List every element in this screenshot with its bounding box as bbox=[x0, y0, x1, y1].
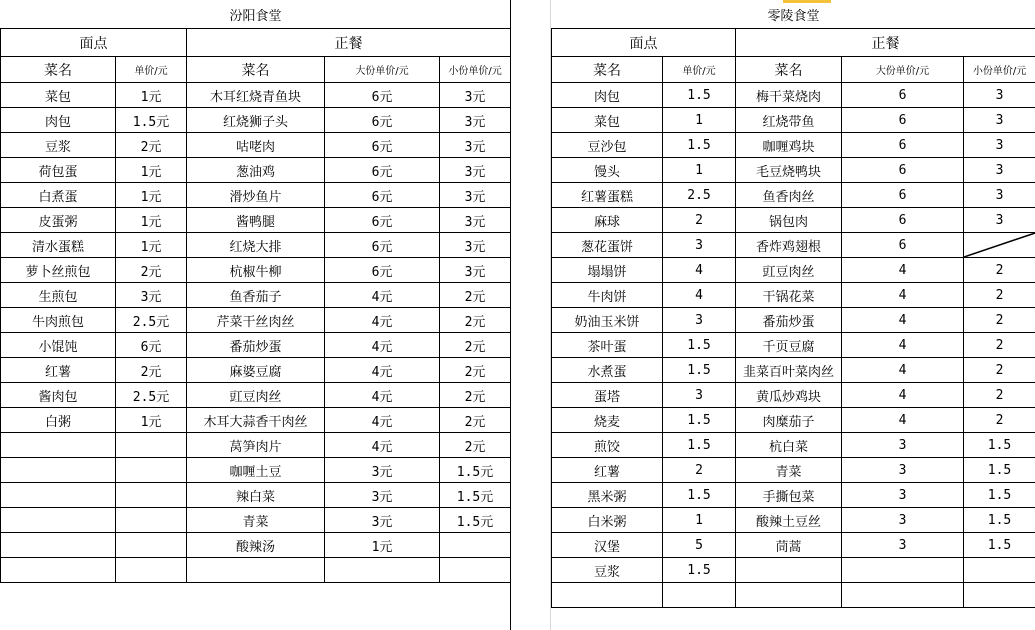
table-row bbox=[552, 458, 1035, 483]
pastry-name-cell bbox=[1, 558, 116, 583]
large-price-cell: 6元 bbox=[325, 133, 440, 158]
small-price-cell: 3 bbox=[964, 183, 1035, 208]
small-price-cell: 2 bbox=[964, 358, 1035, 383]
pastry-price-cell: 2.5元 bbox=[116, 383, 187, 408]
pastry-price-cell: 1.5 bbox=[663, 408, 736, 433]
pastry-price-cell: 1 bbox=[663, 108, 736, 133]
header-large-price: 大份单价/元 bbox=[325, 57, 440, 83]
dish-name-cell: 毛豆烧鸭块 bbox=[736, 158, 842, 183]
large-price-cell: 4 bbox=[842, 383, 964, 408]
small-price-cell: 2 bbox=[964, 258, 1035, 283]
table-row bbox=[1, 233, 511, 258]
table-row bbox=[552, 208, 1035, 233]
dish-name-cell: 滑炒鱼片 bbox=[187, 183, 325, 208]
small-price-cell: 1.5 bbox=[964, 508, 1035, 533]
large-price-cell: 3 bbox=[842, 533, 964, 558]
large-price-cell: 6 bbox=[842, 133, 964, 158]
pastry-name-cell: 菜包 bbox=[552, 108, 663, 133]
table-row bbox=[552, 558, 1035, 583]
dish-name-cell: 豇豆肉丝 bbox=[736, 258, 842, 283]
pastry-name-cell: 萝卜丝煎包 bbox=[1, 258, 116, 283]
dish-name-cell: 梅干菜烧肉 bbox=[736, 83, 842, 108]
table-row bbox=[552, 583, 1035, 608]
pastry-price-cell: 1元 bbox=[116, 233, 187, 258]
group-main-meal: 正餐 bbox=[736, 29, 1035, 57]
pastry-name-cell: 烧麦 bbox=[552, 408, 663, 433]
large-price-cell: 6元 bbox=[325, 233, 440, 258]
header-large-price: 大份单价/元 bbox=[842, 57, 964, 83]
table-row bbox=[1, 433, 511, 458]
dish-name-cell bbox=[187, 558, 325, 583]
header-dish-name: 菜名 bbox=[736, 57, 842, 83]
dish-name-cell: 黄瓜炒鸡块 bbox=[736, 383, 842, 408]
pastry-price-cell: 1元 bbox=[116, 208, 187, 233]
small-price-cell: 3 bbox=[964, 83, 1035, 108]
small-price-cell bbox=[964, 558, 1035, 583]
dish-name-cell: 芹菜干丝肉丝 bbox=[187, 308, 325, 333]
dish-name-cell: 咖喱土豆 bbox=[187, 458, 325, 483]
pastry-price-cell: 3 bbox=[663, 383, 736, 408]
pastry-name-cell: 茶叶蛋 bbox=[552, 333, 663, 358]
group-main-meal: 正餐 bbox=[187, 29, 511, 57]
pastry-name-cell: 肉包 bbox=[552, 83, 663, 108]
pastry-name-cell: 生煎包 bbox=[1, 283, 116, 308]
small-price-cell: 2 bbox=[964, 408, 1035, 433]
small-price-cell bbox=[440, 558, 511, 583]
canteen-title: 汾阳食堂 bbox=[1, 0, 511, 29]
large-price-cell: 6 bbox=[842, 233, 964, 258]
small-price-cell: 2元 bbox=[440, 383, 511, 408]
dish-name-cell: 杭椒牛柳 bbox=[187, 258, 325, 283]
dish-name-cell: 红烧带鱼 bbox=[736, 108, 842, 133]
table-row bbox=[552, 308, 1035, 333]
table-row bbox=[1, 108, 511, 133]
pastry-price-cell: 1元 bbox=[116, 408, 187, 433]
pastry-price-cell: 1 bbox=[663, 158, 736, 183]
large-price-cell bbox=[842, 583, 964, 608]
table-row bbox=[552, 283, 1035, 308]
dish-name-cell bbox=[736, 558, 842, 583]
small-price-cell: 3元 bbox=[440, 158, 511, 183]
table-row bbox=[552, 133, 1035, 158]
header-unit-price: 单价/元 bbox=[663, 57, 736, 83]
table-row bbox=[552, 433, 1035, 458]
table-row bbox=[1, 358, 511, 383]
dish-name-cell: 青菜 bbox=[736, 458, 842, 483]
pastry-price-cell: 1.5 bbox=[663, 558, 736, 583]
pastry-price-cell: 1.5 bbox=[663, 83, 736, 108]
dish-name-cell: 千页豆腐 bbox=[736, 333, 842, 358]
dish-name-cell: 木耳红烧青鱼块 bbox=[187, 83, 325, 108]
header-dish-name: 菜名 bbox=[187, 57, 325, 83]
small-price-cell: 1.5 bbox=[964, 483, 1035, 508]
pastry-name-cell: 豆浆 bbox=[1, 133, 116, 158]
table-row bbox=[552, 233, 1035, 258]
large-price-cell: 6 bbox=[842, 208, 964, 233]
dish-name-cell: 锅包肉 bbox=[736, 208, 842, 233]
large-price-cell: 4 bbox=[842, 283, 964, 308]
pastry-name-cell: 荷包蛋 bbox=[1, 158, 116, 183]
pastry-name-cell: 水煮蛋 bbox=[552, 358, 663, 383]
small-price-cell bbox=[964, 583, 1035, 608]
dish-name-cell: 辣白菜 bbox=[187, 483, 325, 508]
pastry-price-cell bbox=[116, 558, 187, 583]
large-price-cell: 1元 bbox=[325, 533, 440, 558]
pastry-price-cell: 2.5元 bbox=[116, 308, 187, 333]
highlight-mark bbox=[783, 0, 831, 3]
table-row bbox=[1, 483, 511, 508]
small-price-cell: 3元 bbox=[440, 183, 511, 208]
dish-name-cell: 酱鸭腿 bbox=[187, 208, 325, 233]
pastry-price-cell: 2 bbox=[663, 458, 736, 483]
dish-name-cell: 肉糜茄子 bbox=[736, 408, 842, 433]
large-price-cell: 4元 bbox=[325, 333, 440, 358]
large-price-cell: 4 bbox=[842, 258, 964, 283]
pastry-name-cell: 麻球 bbox=[552, 208, 663, 233]
pastry-name-cell: 肉包 bbox=[1, 108, 116, 133]
table-row bbox=[552, 258, 1035, 283]
pastry-name-cell: 汉堡 bbox=[552, 533, 663, 558]
lingling-canteen-menu bbox=[551, 0, 1035, 608]
header-small-price: 小份单价/元 bbox=[440, 57, 511, 83]
small-price-cell: 1.5 bbox=[964, 433, 1035, 458]
dish-name-cell: 红烧大排 bbox=[187, 233, 325, 258]
large-price-cell bbox=[842, 558, 964, 583]
small-price-cell: 1.5元 bbox=[440, 483, 511, 508]
small-price-cell: 2元 bbox=[440, 283, 511, 308]
canteen-title: 零陵食堂 bbox=[552, 0, 1035, 29]
dish-name-cell: 番茄炒蛋 bbox=[736, 308, 842, 333]
dish-name-cell: 韭菜百叶菜肉丝 bbox=[736, 358, 842, 383]
dish-name-cell: 酸辣土豆丝 bbox=[736, 508, 842, 533]
dish-name-cell: 鱼香茄子 bbox=[187, 283, 325, 308]
pastry-name-cell: 白粥 bbox=[1, 408, 116, 433]
group-pastry: 面点 bbox=[1, 29, 187, 57]
table-row bbox=[552, 408, 1035, 433]
pastry-price-cell bbox=[116, 533, 187, 558]
pastry-price-cell: 4 bbox=[663, 283, 736, 308]
large-price-cell: 3 bbox=[842, 458, 964, 483]
pastry-name-cell: 白煮蛋 bbox=[1, 183, 116, 208]
pastry-price-cell: 1元 bbox=[116, 183, 187, 208]
dish-name-cell: 杭白菜 bbox=[736, 433, 842, 458]
dish-name-cell: 木耳大蒜香干肉丝 bbox=[187, 408, 325, 433]
large-price-cell: 6元 bbox=[325, 208, 440, 233]
large-price-cell: 3元 bbox=[325, 483, 440, 508]
small-price-cell: 1.5元 bbox=[440, 458, 511, 483]
fenyang-canteen-menu bbox=[0, 0, 510, 583]
pastry-price-cell: 1.5元 bbox=[116, 108, 187, 133]
dish-name-cell: 葱油鸡 bbox=[187, 158, 325, 183]
dish-name-cell: 豇豆肉丝 bbox=[187, 383, 325, 408]
small-price-cell: 2元 bbox=[440, 433, 511, 458]
small-price-cell: 2元 bbox=[440, 333, 511, 358]
pastry-name-cell: 葱花蛋饼 bbox=[552, 233, 663, 258]
large-price-cell: 4 bbox=[842, 408, 964, 433]
pastry-price-cell bbox=[116, 483, 187, 508]
table-row bbox=[552, 333, 1035, 358]
small-price-cell: 2 bbox=[964, 283, 1035, 308]
table-row bbox=[1, 83, 511, 108]
large-price-cell: 4 bbox=[842, 358, 964, 383]
pastry-price-cell bbox=[663, 583, 736, 608]
large-price-cell: 6 bbox=[842, 83, 964, 108]
table-row bbox=[1, 383, 511, 408]
large-price-cell: 6 bbox=[842, 158, 964, 183]
table-row bbox=[552, 383, 1035, 408]
small-price-cell: 2 bbox=[964, 308, 1035, 333]
pastry-name-cell: 煎饺 bbox=[552, 433, 663, 458]
header-small-price: 小份单价/元 bbox=[964, 57, 1035, 83]
dish-name-cell: 干锅花菜 bbox=[736, 283, 842, 308]
pastry-name-cell: 黑米粥 bbox=[552, 483, 663, 508]
table-row bbox=[1, 158, 511, 183]
large-price-cell: 3元 bbox=[325, 458, 440, 483]
table-row bbox=[552, 483, 1035, 508]
table-row bbox=[1, 533, 511, 558]
pastry-name-cell: 菜包 bbox=[1, 83, 116, 108]
pastry-name-cell bbox=[1, 533, 116, 558]
small-price-cell: 3元 bbox=[440, 208, 511, 233]
large-price-cell: 6元 bbox=[325, 83, 440, 108]
dish-name-cell: 莴笋肉片 bbox=[187, 433, 325, 458]
diagonal-slash-icon bbox=[964, 233, 1035, 257]
pastry-price-cell: 6元 bbox=[116, 333, 187, 358]
large-price-cell: 6 bbox=[842, 183, 964, 208]
pastry-name-cell bbox=[1, 483, 116, 508]
pastry-name-cell: 塌塌饼 bbox=[552, 258, 663, 283]
pastry-price-cell bbox=[116, 433, 187, 458]
pastry-name-cell bbox=[552, 583, 663, 608]
pastry-name-cell: 奶油玉米饼 bbox=[552, 308, 663, 333]
table-row bbox=[1, 508, 511, 533]
small-price-cell: 3元 bbox=[440, 108, 511, 133]
pastry-name-cell: 皮蛋粥 bbox=[1, 208, 116, 233]
large-price-cell: 3 bbox=[842, 508, 964, 533]
table-row bbox=[1, 133, 511, 158]
small-price-cell: 2 bbox=[964, 333, 1035, 358]
small-price-cell: 2元 bbox=[440, 308, 511, 333]
pastry-name-cell bbox=[1, 508, 116, 533]
pastry-name-cell: 蛋塔 bbox=[552, 383, 663, 408]
small-price-cell: 3元 bbox=[440, 133, 511, 158]
pastry-name-cell: 馒头 bbox=[552, 158, 663, 183]
pastry-name-cell: 清水蛋糕 bbox=[1, 233, 116, 258]
pastry-name-cell: 豆浆 bbox=[552, 558, 663, 583]
pastry-price-cell bbox=[116, 458, 187, 483]
dish-name-cell bbox=[736, 583, 842, 608]
pastry-name-cell: 红薯 bbox=[1, 358, 116, 383]
table-row bbox=[1, 558, 511, 583]
small-price-cell: 3 bbox=[964, 108, 1035, 133]
pastry-name-cell bbox=[1, 458, 116, 483]
pastry-price-cell: 1.5 bbox=[663, 433, 736, 458]
group-pastry: 面点 bbox=[552, 29, 736, 57]
pastry-price-cell bbox=[116, 508, 187, 533]
small-price-cell: 1.5 bbox=[964, 533, 1035, 558]
pastry-price-cell: 3 bbox=[663, 233, 736, 258]
pastry-price-cell: 3元 bbox=[116, 283, 187, 308]
small-price-cell: 2元 bbox=[440, 408, 511, 433]
pastry-price-cell: 3 bbox=[663, 308, 736, 333]
pastry-name-cell: 牛肉煎包 bbox=[1, 308, 116, 333]
small-price-cell: 2元 bbox=[440, 358, 511, 383]
table-row bbox=[1, 333, 511, 358]
pastry-name-cell: 牛肉饼 bbox=[552, 283, 663, 308]
small-price-cell: 1.5 bbox=[964, 458, 1035, 483]
dish-name-cell: 手撕包菜 bbox=[736, 483, 842, 508]
small-price-cell bbox=[440, 533, 511, 558]
large-price-cell: 6元 bbox=[325, 258, 440, 283]
table-row bbox=[552, 183, 1035, 208]
large-price-cell: 4元 bbox=[325, 283, 440, 308]
pastry-price-cell: 1.5 bbox=[663, 333, 736, 358]
table-row bbox=[552, 508, 1035, 533]
pastry-price-cell: 1 bbox=[663, 508, 736, 533]
small-price-cell: 3元 bbox=[440, 233, 511, 258]
pastry-price-cell: 2.5 bbox=[663, 183, 736, 208]
large-price-cell: 4元 bbox=[325, 308, 440, 333]
pastry-price-cell: 2元 bbox=[116, 133, 187, 158]
large-price-cell: 6元 bbox=[325, 183, 440, 208]
pastry-name-cell bbox=[1, 433, 116, 458]
table-row bbox=[1, 458, 511, 483]
dish-name-cell: 番茄炒蛋 bbox=[187, 333, 325, 358]
header-dish-name: 菜名 bbox=[1, 57, 116, 83]
small-price-cell: 3 bbox=[964, 208, 1035, 233]
table-row bbox=[1, 283, 511, 308]
dish-name-cell: 鱼香肉丝 bbox=[736, 183, 842, 208]
table-row bbox=[552, 358, 1035, 383]
pastry-name-cell: 红薯蛋糕 bbox=[552, 183, 663, 208]
large-price-cell: 6元 bbox=[325, 158, 440, 183]
small-price-cell: 2 bbox=[964, 383, 1035, 408]
dish-name-cell: 红烧狮子头 bbox=[187, 108, 325, 133]
small-price-cell: 3元 bbox=[440, 83, 511, 108]
table-row bbox=[552, 108, 1035, 133]
large-price-cell: 4元 bbox=[325, 383, 440, 408]
large-price-cell: 3 bbox=[842, 483, 964, 508]
table-row bbox=[1, 208, 511, 233]
small-price-cell: 3元 bbox=[440, 258, 511, 283]
table-row bbox=[1, 183, 511, 208]
dish-name-cell: 咕咾肉 bbox=[187, 133, 325, 158]
pastry-price-cell: 2 bbox=[663, 208, 736, 233]
pastry-name-cell: 红薯 bbox=[552, 458, 663, 483]
dish-name-cell: 咖喱鸡块 bbox=[736, 133, 842, 158]
pastry-name-cell: 酱肉包 bbox=[1, 383, 116, 408]
table-row bbox=[552, 158, 1035, 183]
pastry-price-cell: 1.5 bbox=[663, 358, 736, 383]
dish-name-cell: 青菜 bbox=[187, 508, 325, 533]
header-unit-price: 单价/元 bbox=[116, 57, 187, 83]
pastry-price-cell: 1.5 bbox=[663, 133, 736, 158]
small-price-cell: 1.5元 bbox=[440, 508, 511, 533]
large-price-cell bbox=[325, 558, 440, 583]
small-price-cell: 3 bbox=[964, 133, 1035, 158]
large-price-cell: 4元 bbox=[325, 433, 440, 458]
dish-name-cell: 酸辣汤 bbox=[187, 533, 325, 558]
large-price-cell: 4元 bbox=[325, 408, 440, 433]
pastry-name-cell: 白米粥 bbox=[552, 508, 663, 533]
large-price-cell: 6元 bbox=[325, 108, 440, 133]
table-row bbox=[552, 533, 1035, 558]
pastry-price-cell: 5 bbox=[663, 533, 736, 558]
dish-name-cell: 香炸鸡翅根 bbox=[736, 233, 842, 258]
pastry-price-cell: 2元 bbox=[116, 358, 187, 383]
table-row bbox=[552, 83, 1035, 108]
header-dish-name: 菜名 bbox=[552, 57, 663, 83]
large-price-cell: 6 bbox=[842, 108, 964, 133]
large-price-cell: 3元 bbox=[325, 508, 440, 533]
pastry-name-cell: 小馄饨 bbox=[1, 333, 116, 358]
large-price-cell: 4元 bbox=[325, 358, 440, 383]
pastry-name-cell: 豆沙包 bbox=[552, 133, 663, 158]
pastry-price-cell: 4 bbox=[663, 258, 736, 283]
large-price-cell: 4 bbox=[842, 333, 964, 358]
pastry-price-cell: 1元 bbox=[116, 83, 187, 108]
pastry-price-cell: 1.5 bbox=[663, 483, 736, 508]
large-price-cell: 4 bbox=[842, 308, 964, 333]
table-row bbox=[1, 258, 511, 283]
table-row bbox=[1, 308, 511, 333]
table-row bbox=[1, 408, 511, 433]
blank-slash-cell bbox=[964, 233, 1035, 258]
large-price-cell: 3 bbox=[842, 433, 964, 458]
pastry-price-cell: 2元 bbox=[116, 258, 187, 283]
dish-name-cell: 麻婆豆腐 bbox=[187, 358, 325, 383]
small-price-cell: 3 bbox=[964, 158, 1035, 183]
pastry-price-cell: 1元 bbox=[116, 158, 187, 183]
dish-name-cell: 茼蒿 bbox=[736, 533, 842, 558]
